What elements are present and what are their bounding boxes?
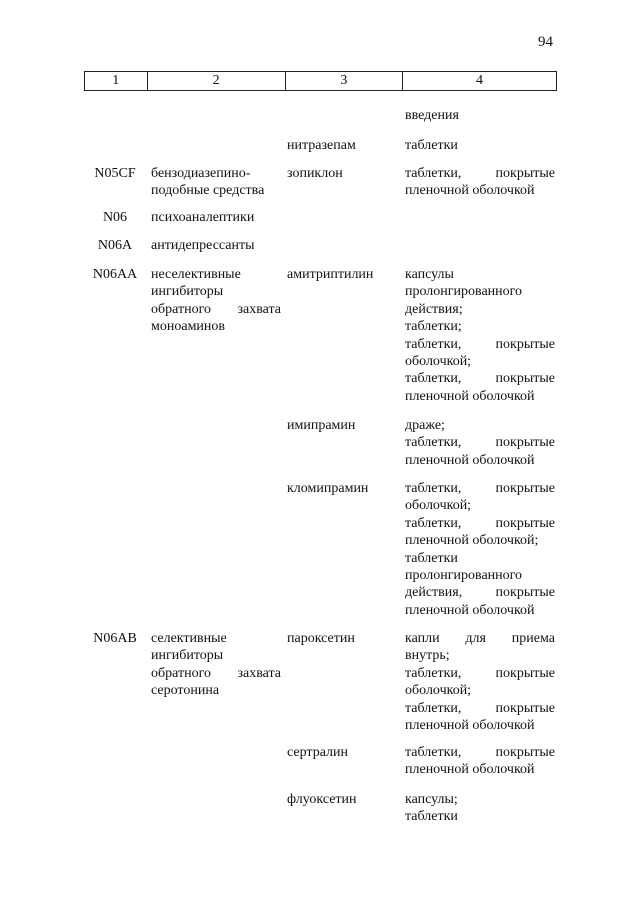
dosage-form-line: пленочной оболочкой;	[405, 533, 539, 549]
page-number: 94	[538, 34, 553, 50]
dosage-form-line: капсулы;	[405, 792, 458, 807]
group-name-line: серотонина	[151, 683, 220, 699]
dosage-form-line: внутрь;	[405, 648, 450, 664]
drug-name-cell: нитразепам	[287, 138, 356, 153]
dosage-form-line: пленочной оболочкой	[405, 452, 535, 468]
dosage-form-line: капли для приема	[405, 631, 555, 646]
dosage-form-line: таблетки	[405, 138, 458, 153]
dosage-form-cell	[405, 744, 555, 779]
atc-code-cell: N06A	[97, 238, 133, 253]
atc-code-cell: N06	[102, 210, 128, 225]
drug-name-cell: сертралин	[287, 745, 349, 760]
dosage-form-cell	[405, 417, 555, 469]
dosage-form-line: пролонгированного	[405, 284, 523, 300]
dosage-form-line: таблетки	[405, 809, 458, 825]
dosage-form-line: оболочкой;	[405, 498, 472, 514]
drug-name-cell: амитриптилин	[287, 267, 374, 282]
dosage-form-line: таблетки, покрытые	[405, 515, 555, 531]
group-name-cell	[151, 266, 281, 336]
dosage-form-line: пролонгированного	[405, 568, 523, 584]
dosage-form-cell	[405, 630, 555, 734]
dosage-form-line: таблетки, покрытые	[405, 700, 555, 716]
group-name-line: ингибиторы	[151, 284, 224, 300]
dosage-form-cell	[405, 480, 555, 619]
group-name-line: психоаналептики	[151, 210, 255, 225]
dosage-form-line: действия;	[405, 301, 463, 317]
dosage-form-line: таблетки, покрытые	[405, 336, 555, 352]
group-name-cell	[151, 630, 281, 700]
group-name-line: бензодиазепино-	[151, 166, 251, 181]
dosage-form-line: введения	[405, 108, 459, 123]
group-name-cell	[151, 209, 281, 226]
header-cell-4: 4	[403, 72, 557, 90]
drug-name-cell: зопиклон	[287, 166, 343, 181]
drug-name-cell: пароксетин	[287, 631, 355, 646]
group-name-cell	[151, 165, 281, 200]
dosage-form-line: пленочной оболочкой	[405, 388, 535, 404]
group-name-cell	[151, 237, 281, 254]
group-name-line: неселективные	[151, 267, 241, 282]
dosage-form-line: пленочной оболочкой	[405, 183, 535, 199]
dosage-form-cell	[405, 137, 555, 154]
dosage-form-line: капсулы	[405, 267, 454, 282]
group-name-line: подобные средства	[151, 183, 265, 199]
dosage-form-line: таблетки, покрытые	[405, 435, 555, 451]
dosage-form-cell	[405, 266, 555, 405]
drug-name-cell: флуоксетин	[287, 792, 357, 807]
drug-name-cell: кломипрамин	[287, 481, 369, 496]
dosage-form-line: таблетки, покрытые	[405, 371, 555, 387]
group-name-line: антидепрессанты	[151, 238, 255, 253]
atc-code-cell: N06AA	[92, 267, 138, 282]
group-name-line: моноаминов	[151, 319, 226, 335]
dosage-form-line: таблетки;	[405, 319, 462, 335]
atc-code-cell: N05CF	[94, 166, 136, 181]
dosage-form-line: драже;	[405, 418, 445, 433]
dosage-form-line: таблетки	[405, 550, 458, 566]
dosage-form-line: таблетки, покрытые	[405, 481, 555, 496]
dosage-form-line: таблетки, покрытые	[405, 665, 555, 681]
header-cell-1: 1	[84, 72, 148, 90]
dosage-form-cell	[405, 165, 555, 200]
dosage-form-cell	[405, 107, 555, 124]
dosage-form-line: пленочной оболочкой	[405, 602, 535, 618]
group-name-line: селективные	[151, 631, 227, 646]
group-name-line: ингибиторы	[151, 648, 224, 664]
dosage-form-line: пленочной оболочкой	[405, 718, 535, 734]
header-cell-2: 2	[148, 72, 286, 90]
header-cell-3: 3	[286, 72, 403, 90]
dosage-form-cell	[405, 791, 555, 826]
group-name-line: обратного захвата	[151, 301, 281, 317]
dosage-form-line: действия, покрытые	[405, 585, 555, 601]
dosage-form-line: пленочной оболочкой	[405, 762, 535, 778]
group-name-line: обратного захвата	[151, 665, 281, 681]
dosage-form-line: оболочкой;	[405, 683, 472, 699]
atc-code-cell: N06AB	[93, 631, 137, 646]
dosage-form-line: таблетки, покрытые	[405, 166, 555, 181]
drug-name-cell: имипрамин	[287, 418, 356, 433]
dosage-form-line: оболочкой;	[405, 354, 472, 370]
dosage-form-line: таблетки, покрытые	[405, 745, 555, 760]
